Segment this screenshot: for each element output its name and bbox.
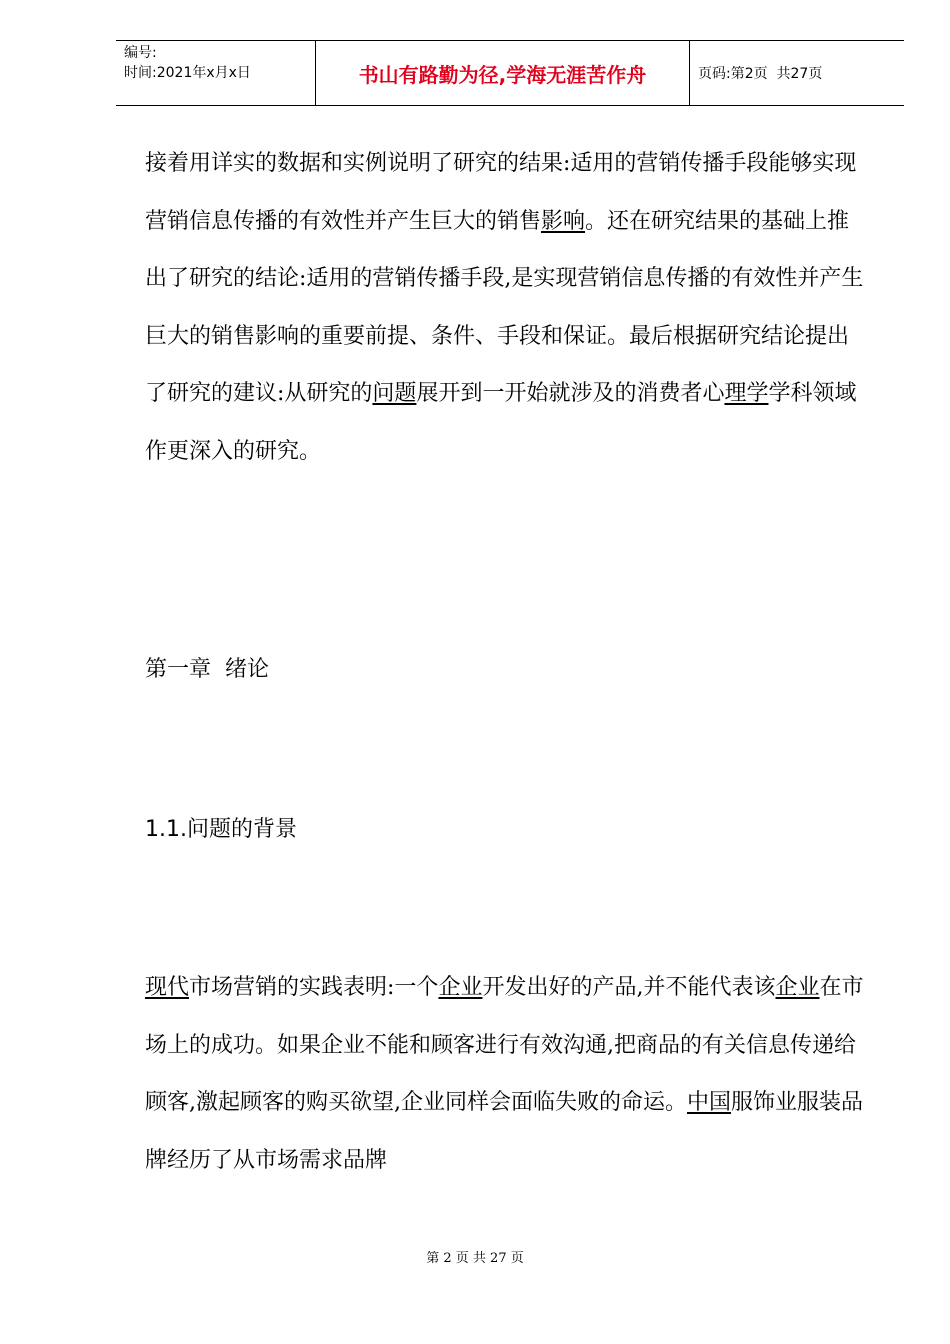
link-term[interactable]: 企业 (775, 975, 820, 1000)
link-term[interactable]: 影响 (541, 208, 586, 234)
link-term[interactable]: 现代 (145, 975, 190, 1000)
text-span: 。还在研究结果的基础上推出了研究的结论:适用的营销传播手段,是实现营销信息传播的有效性并产生巨大的销售影响的重要前提、条件、手段和保证。最后根据研究结论提出了研究的建议:从研究的 (145, 208, 864, 406)
link-term[interactable]: 理学 (724, 381, 769, 406)
header-page-label: 页码:第2页 共27页 (698, 66, 823, 82)
body-paragraph (145, 959, 865, 1189)
document-number-label: 编号: (124, 45, 157, 61)
chapter-title (145, 652, 269, 683)
text-span: 市场营销的实践表明:一个 (189, 975, 439, 1000)
page-header (116, 40, 904, 106)
text-span: 展开到一开始就涉及的消费者心 (416, 381, 725, 406)
text-span: 开发出好的产品,并不能代表该 (482, 975, 776, 1000)
section-title (145, 812, 297, 843)
document-time-label: 时间:2021年x月x日 (124, 65, 251, 81)
chapter-title-text: 第一章 绪论 (145, 657, 269, 682)
header-meta (116, 41, 316, 105)
text-span: 学科领域作更深入的研究。 (145, 381, 857, 464)
link-term[interactable]: 问题 (372, 381, 417, 406)
abstract-paragraph (145, 135, 865, 480)
text-span: 在市场上的成功。如果企业不能和顾客进行有效沟通,把商品的有关信息传递给顾客,激起顾客的购买欲望,企业同样会面临失败的命运。 (145, 975, 864, 1115)
page-footer (0, 1247, 950, 1266)
text-span: 接着用详实的数据和实例说明了研究的结果:适用的营销传播手段能够实现营销信息传播的有效性并产生巨大的销售 (145, 151, 857, 234)
text-span: 服饰业服装品牌经历了从市场需求品牌 (145, 1090, 864, 1173)
link-term[interactable]: 中国 (687, 1090, 732, 1115)
link-term[interactable]: 企业 (438, 975, 483, 1000)
section-title-text: 问题的背景 (186, 817, 297, 842)
footer-page-number: 第 2 页 共 27 页 (426, 1251, 524, 1266)
header-page-info (690, 41, 904, 105)
section-number: 1.1. (145, 817, 187, 842)
header-motto: 书山有路勤为径,学海无涯苦作舟 (316, 41, 690, 105)
